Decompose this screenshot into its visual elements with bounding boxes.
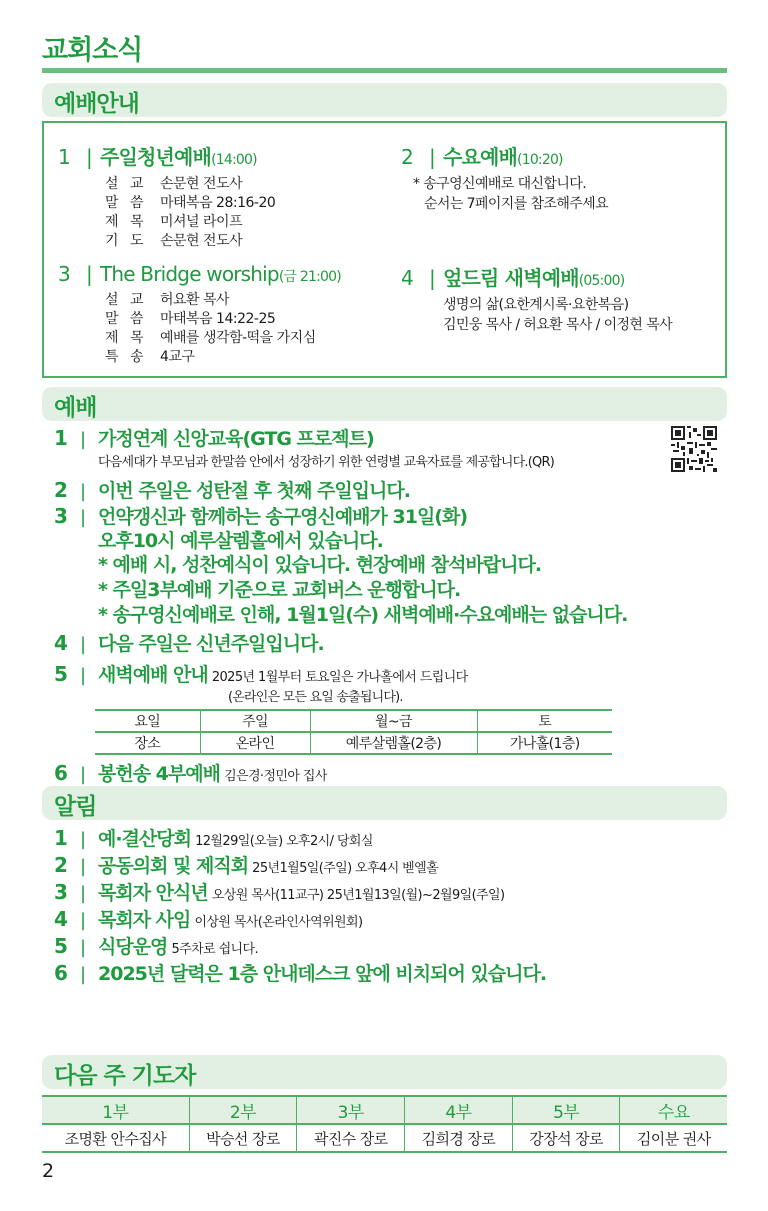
worship-item-4: 4 | 다음 주일은 신년주일입니다. bbox=[54, 631, 324, 655]
schedule-cell: 요일 bbox=[95, 710, 200, 732]
prayer-cell: 김이분 권사 bbox=[620, 1124, 727, 1152]
prayer-cell: 곽진수 장로 bbox=[297, 1124, 405, 1152]
notice-item-6: 6 | 2025년 달력은 1층 안내데스크 앞에 비치되어 있습니다. bbox=[54, 961, 547, 985]
notice-item-4: 4 | 목회자 사임 이상원 목사(온라인사역위원회) bbox=[54, 907, 363, 931]
worship-item-3-line-2: * 예배 시, 성찬예식이 있습니다. 현장예배 참석바랍니다. bbox=[98, 554, 542, 576]
worship-item-6: 6 | 봉헌송 4부예배 김은경·정민아 집사 bbox=[54, 761, 327, 785]
service-4: 4 | 엎드림 새벽예배(05:00) 생명의 삶(요한계시록·요한복음) 김민웅 목사 / 허요환 목사 / 이정현 목사 bbox=[401, 266, 673, 333]
prayer-cell: 강장석 장로 bbox=[512, 1124, 620, 1152]
notice-item-5: 5 | 식당운영 5주차로 쉽니다. bbox=[54, 934, 258, 958]
service-3: 3 | The Bridge worship(금 21:00) 설 교 허요환 목사 말 씀 마태복음 14:22-25 제 목 예배를 생각함-떡을 가지심 특 송 4교구 bbox=[58, 262, 341, 365]
notices-heading: 알림 bbox=[42, 786, 727, 820]
qr-code-icon[interactable] bbox=[671, 426, 717, 472]
worship-heading: 예배 bbox=[42, 387, 727, 421]
title-rule bbox=[42, 68, 727, 73]
worship-item-1-detail: 다음세대가 부모님과 한말씀 안에서 성장하기 위한 연령별 교육자료를 제공합니다.(QR) bbox=[98, 455, 554, 470]
prayer-cell: 박승선 장로 bbox=[189, 1124, 297, 1152]
schedule-cell: 예루살렘홀(2층) bbox=[310, 732, 477, 754]
prayer-header-cell: 2부 bbox=[189, 1096, 297, 1124]
notice-item-1: 1 | 예·결산당회 12월29일(오늘) 오후2시/ 당회실 bbox=[54, 826, 373, 850]
worship-item-5-detail-2: (온라인은 모든 요일 송출됩니다). bbox=[228, 690, 403, 705]
page-number: 2 bbox=[42, 1160, 55, 1182]
worship-item-3-line-4: * 송구영신예배로 인해, 1월1일(수) 새벽예배·수요예배는 없습니다. bbox=[98, 604, 628, 626]
prayer-table bbox=[42, 1095, 727, 1153]
worship-item-3: 3 | 언약갱신과 함께하는 송구영신예배가 31일(화) bbox=[54, 504, 468, 528]
prayer-header-cell: 수요 bbox=[620, 1096, 727, 1124]
prayer-heading: 다음 주 기도자 bbox=[42, 1055, 727, 1089]
schedule-cell: 토 bbox=[477, 710, 612, 732]
prayer-header-cell: 3부 bbox=[297, 1096, 405, 1124]
schedule-cell: 월~금 bbox=[310, 710, 477, 732]
service-1: 1 | 주일청년예배(14:00) 설 교 손문현 전도사 말 씀 마태복음 28:16-20 제 목 미셔널 라이프 기 도 손문현 전도사 bbox=[58, 145, 276, 249]
notice-item-3: 3 | 목회자 안식년 오상원 목사(11교구) 25년1월13일(월)~2월9일(주일) bbox=[54, 880, 505, 904]
dawn-service-schedule bbox=[95, 709, 612, 755]
worship-item-3-line-1: 오후10시 예루살렘홀에서 있습니다. bbox=[98, 530, 383, 552]
schedule-cell: 가나홀(1층) bbox=[477, 732, 612, 754]
worship-item-3-line-3: * 주일3부예배 기준으로 교회버스 운행합니다. bbox=[98, 579, 461, 601]
prayer-cell: 조명환 안수집사 bbox=[42, 1124, 189, 1152]
worship-item-5: 5 | 새벽예배 안내 2025년 1월부터 토요일은 가나홀에서 드립니다 bbox=[54, 662, 468, 686]
worship-item-1: 1 | 가정연계 신앙교육(GTG 프로젝트) bbox=[54, 426, 374, 450]
prayer-cell: 김희경 장로 bbox=[405, 1124, 513, 1152]
schedule-cell: 장소 bbox=[95, 732, 200, 754]
notice-item-2: 2 | 공동의회 및 제직회 25년1월5일(주일) 오후4시 벧엘홀 bbox=[54, 853, 439, 877]
worship-guide-heading: 예배안내 bbox=[42, 83, 727, 117]
worship-item-2: 2 | 이번 주일은 성탄절 후 첫째 주일입니다. bbox=[54, 478, 410, 502]
page-title: 교회소식 bbox=[42, 35, 143, 66]
worship-guide-box bbox=[42, 121, 727, 378]
prayer-header-cell: 4부 bbox=[405, 1096, 513, 1124]
prayer-header-cell: 5부 bbox=[512, 1096, 620, 1124]
schedule-cell: 온라인 bbox=[200, 732, 310, 754]
service-2: 2 | 수요예배(10:20) * 송구영신예배로 대신합니다. 순서는 7페이지를 참조해주세요 bbox=[401, 145, 609, 212]
schedule-cell: 주일 bbox=[200, 710, 310, 732]
prayer-header-cell: 1부 bbox=[42, 1096, 189, 1124]
